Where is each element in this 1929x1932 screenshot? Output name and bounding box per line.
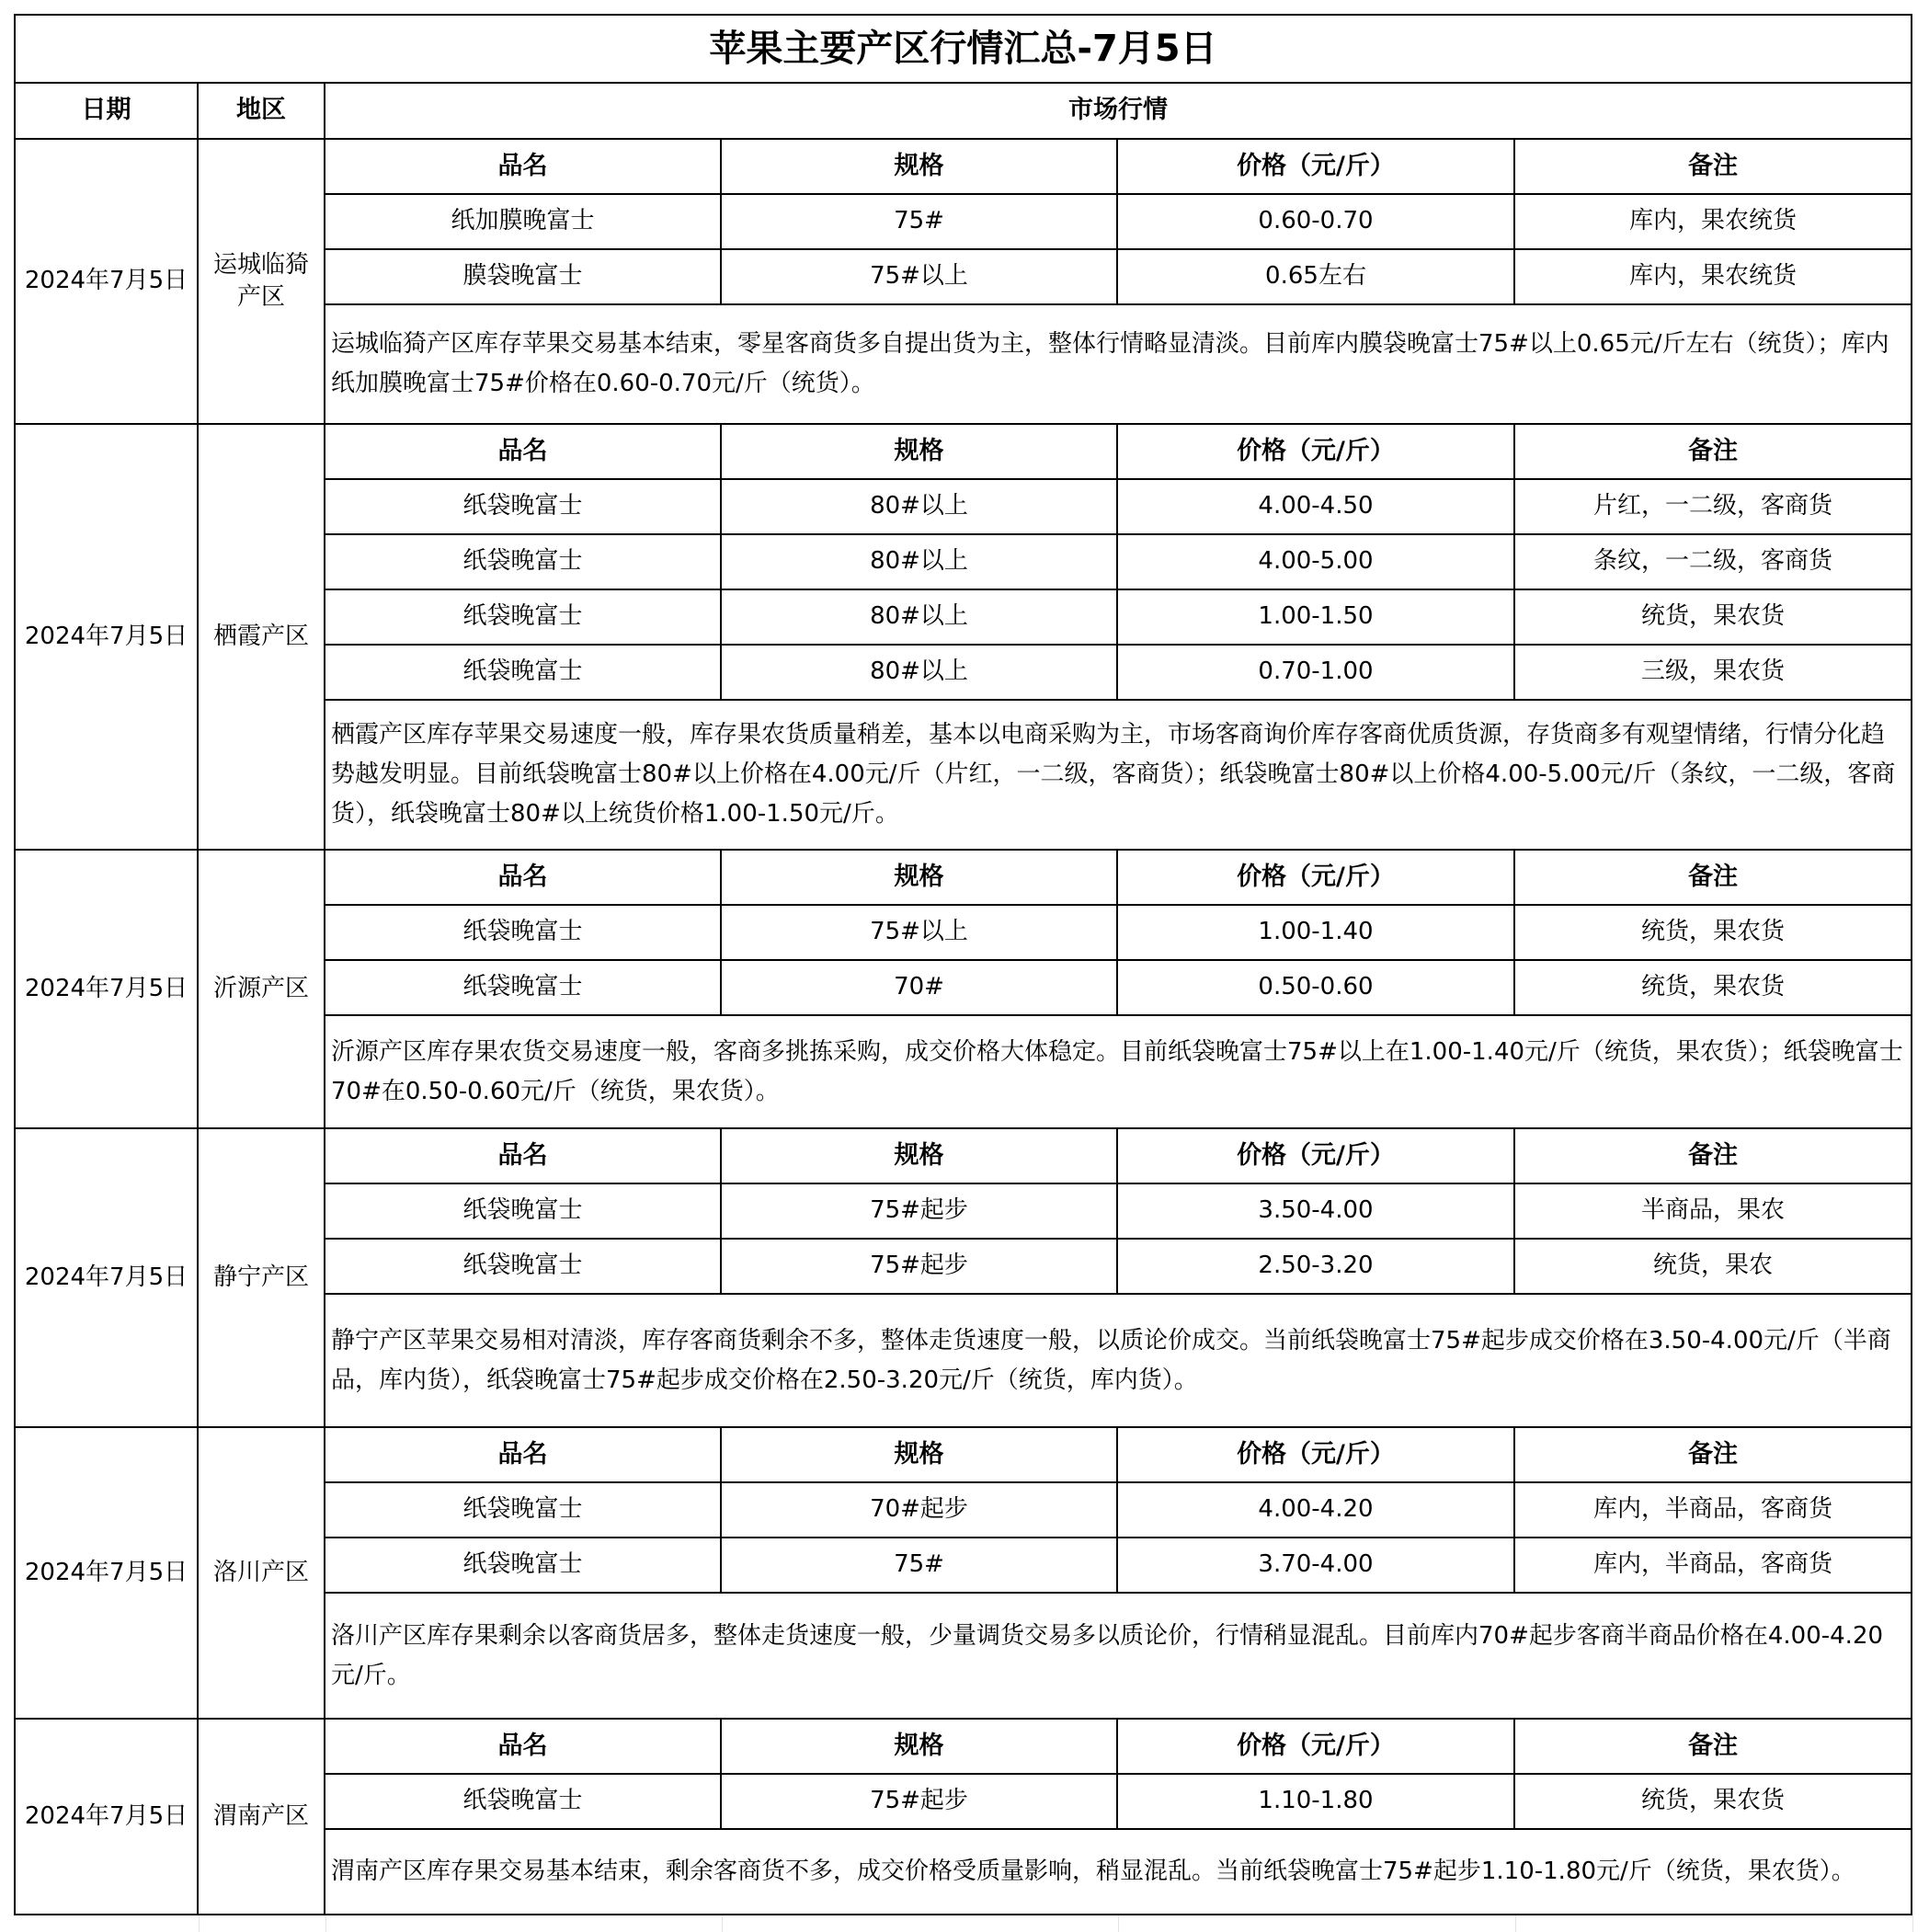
cell-name: 纸袋晚富士: [325, 906, 722, 961]
cell-remark: 统货，果农货: [1515, 961, 1912, 1016]
section-date: 2024年7月5日: [14, 1129, 199, 1428]
subheader-price: 价格（元/斤）: [1118, 1720, 1515, 1775]
cell-name: 膜袋晚富士: [325, 250, 722, 305]
cell-remark: 库内，果农统货: [1515, 195, 1912, 250]
section-region: 栖霞产区: [199, 425, 325, 851]
cell-spec: 80#以上: [722, 646, 1118, 701]
cell-remark: 库内，半商品，客商货: [1515, 1538, 1912, 1594]
cell-name: 纸袋晚富士: [325, 646, 722, 701]
section-note: 运城临猗产区库存苹果交易基本结束，零星客商货多自提出货为主，整体行情略显清淡。目前库内膜袋晚富士75#以上0.65元/斤左右（统货）；库内纸加膜晚富士75#价格在0.60-0.70元/斤（统货）。: [325, 305, 1912, 425]
grid-line: [325, 1915, 326, 1932]
cell-price: 3.50-4.00: [1118, 1184, 1515, 1240]
cell-name: 纸袋晚富士: [325, 1483, 722, 1538]
cell-name: 纸袋晚富士: [325, 1240, 722, 1295]
section-note: 渭南产区库存果交易基本结束，剩余客商货不多，成交价格受质量影响，稍显混乱。当前纸袋晚富士75#起步1.10-1.80元/斤（统货，果农货）。: [325, 1830, 1912, 1915]
cell-price: 4.00-4.50: [1118, 480, 1515, 535]
cell-name: 纸加膜晚富士: [325, 195, 722, 250]
subheader-price: 价格（元/斤）: [1118, 140, 1515, 195]
grid-line: [1118, 1915, 1119, 1932]
cell-remark: 统货，果农货: [1515, 590, 1912, 646]
subheader-spec: 规格: [722, 425, 1118, 480]
cell-price: 2.50-3.20: [1118, 1240, 1515, 1295]
cell-price: 0.50-0.60: [1118, 961, 1515, 1016]
subheader-name: 品名: [325, 140, 722, 195]
grid-line: [199, 1915, 200, 1932]
subheader-remark: 备注: [1515, 425, 1912, 480]
subheader-name: 品名: [325, 1720, 722, 1775]
subheader-spec: 规格: [722, 1129, 1118, 1184]
cell-price: 1.10-1.80: [1118, 1775, 1515, 1830]
section-date: 2024年7月5日: [14, 1720, 199, 1915]
cell-spec: 75#起步: [722, 1184, 1118, 1240]
section-date: 2024年7月5日: [14, 425, 199, 851]
subheader-price: 价格（元/斤）: [1118, 425, 1515, 480]
table-title: 苹果主要产区行情汇总-7月5日: [14, 14, 1912, 84]
grid-line: [1912, 1915, 1913, 1932]
section-region: 洛川产区: [199, 1428, 325, 1720]
subheader-remark: 备注: [1515, 1129, 1912, 1184]
section-date: 2024年7月5日: [14, 851, 199, 1129]
section-region: 沂源产区: [199, 851, 325, 1129]
cell-spec: 70#起步: [722, 1483, 1118, 1538]
cell-spec: 75#: [722, 195, 1118, 250]
subheader-remark: 备注: [1515, 851, 1912, 906]
cell-remark: 库内，半商品，客商货: [1515, 1483, 1912, 1538]
cell-spec: 80#以上: [722, 535, 1118, 590]
section-region: 静宁产区: [199, 1129, 325, 1428]
cell-price: 1.00-1.40: [1118, 906, 1515, 961]
cell-price: 0.70-1.00: [1118, 646, 1515, 701]
cell-remark: 统货，果农货: [1515, 906, 1912, 961]
cell-remark: 统货，果农: [1515, 1240, 1912, 1295]
section-note: 栖霞产区库存苹果交易速度一般，库存果农货质量稍差，基本以电商采购为主，市场客商询价库存客商优质货源，存货商多有观望情绪，行情分化趋势越发明显。目前纸袋晚富士80#以上价格在4.00元/斤（片红，一二级，客商货）；纸袋晚富士80#以上价格4.00-5.00元/斤（条纹，一二级，客商货），纸袋晚富士80#以上统货价格1.00-1.50元/斤。: [325, 701, 1912, 851]
cell-spec: 75#: [722, 1538, 1118, 1594]
cell-remark: 统货，果农货: [1515, 1775, 1912, 1830]
subheader-name: 品名: [325, 851, 722, 906]
section-region: 运城临猗产区: [199, 140, 325, 425]
subheader-price: 价格（元/斤）: [1118, 1428, 1515, 1483]
section-note: 静宁产区苹果交易相对清淡，库存客商货剩余不多，整体走货速度一般，以质论价成交。当前纸袋晚富士75#起步成交价格在3.50-4.00元/斤（半商品，库内货），纸袋晚富士75#起步成交价格在2.50-3.20元/斤（统货，库内货）。: [325, 1295, 1912, 1428]
cell-name: 纸袋晚富士: [325, 1538, 722, 1594]
cell-name: 纸袋晚富士: [325, 535, 722, 590]
section-note: 洛川产区库存果剩余以客商货居多，整体走货速度一般，少量调货交易多以质论价，行情稍显混乱。目前库内70#起步客商半商品价格在4.00-4.20元/斤。: [325, 1594, 1912, 1720]
cell-name: 纸袋晚富士: [325, 1184, 722, 1240]
cell-spec: 75#起步: [722, 1775, 1118, 1830]
subheader-spec: 规格: [722, 851, 1118, 906]
cell-name: 纸袋晚富士: [325, 590, 722, 646]
subheader-spec: 规格: [722, 1720, 1118, 1775]
cell-name: 纸袋晚富士: [325, 961, 722, 1016]
section-date: 2024年7月5日: [14, 1428, 199, 1720]
subheader-remark: 备注: [1515, 1428, 1912, 1483]
subheader-spec: 规格: [722, 140, 1118, 195]
grid-line: [722, 1915, 723, 1932]
header-market: 市场行情: [325, 84, 1912, 140]
subheader-name: 品名: [325, 425, 722, 480]
cell-spec: 75#以上: [722, 250, 1118, 305]
subheader-spec: 规格: [722, 1428, 1118, 1483]
cell-price: 3.70-4.00: [1118, 1538, 1515, 1594]
grid-line: [1515, 1915, 1516, 1932]
cell-price: 0.65左右: [1118, 250, 1515, 305]
cell-spec: 80#以上: [722, 480, 1118, 535]
section-note: 沂源产区库存果农货交易速度一般，客商多挑拣采购，成交价格大体稳定。目前纸袋晚富士75#以上在1.00-1.40元/斤（统货，果农货）；纸袋晚富士70#在0.50-0.60元/斤（统货，果农货）。: [325, 1016, 1912, 1129]
cell-remark: 库内，果农统货: [1515, 250, 1912, 305]
cell-remark: 三级，果农货: [1515, 646, 1912, 701]
cell-price: 1.00-1.50: [1118, 590, 1515, 646]
cell-spec: 80#以上: [722, 590, 1118, 646]
section-date: 2024年7月5日: [14, 140, 199, 425]
subheader-remark: 备注: [1515, 140, 1912, 195]
cell-remark: 条纹，一二级，客商货: [1515, 535, 1912, 590]
cell-remark: 半商品，果农: [1515, 1184, 1912, 1240]
cell-name: 纸袋晚富士: [325, 480, 722, 535]
cell-price: 0.60-0.70: [1118, 195, 1515, 250]
cell-name: 纸袋晚富士: [325, 1775, 722, 1830]
subheader-price: 价格（元/斤）: [1118, 1129, 1515, 1184]
cell-price: 4.00-4.20: [1118, 1483, 1515, 1538]
subheader-name: 品名: [325, 1428, 722, 1483]
cell-spec: 75#以上: [722, 906, 1118, 961]
cell-remark: 片红，一二级，客商货: [1515, 480, 1912, 535]
subheader-price: 价格（元/斤）: [1118, 851, 1515, 906]
cell-price: 4.00-5.00: [1118, 535, 1515, 590]
subheader-remark: 备注: [1515, 1720, 1912, 1775]
section-region: 渭南产区: [199, 1720, 325, 1915]
cell-spec: 75#起步: [722, 1240, 1118, 1295]
cell-spec: 70#: [722, 961, 1118, 1016]
header-date: 日期: [14, 84, 199, 140]
subheader-name: 品名: [325, 1129, 722, 1184]
header-region: 地区: [199, 84, 325, 140]
